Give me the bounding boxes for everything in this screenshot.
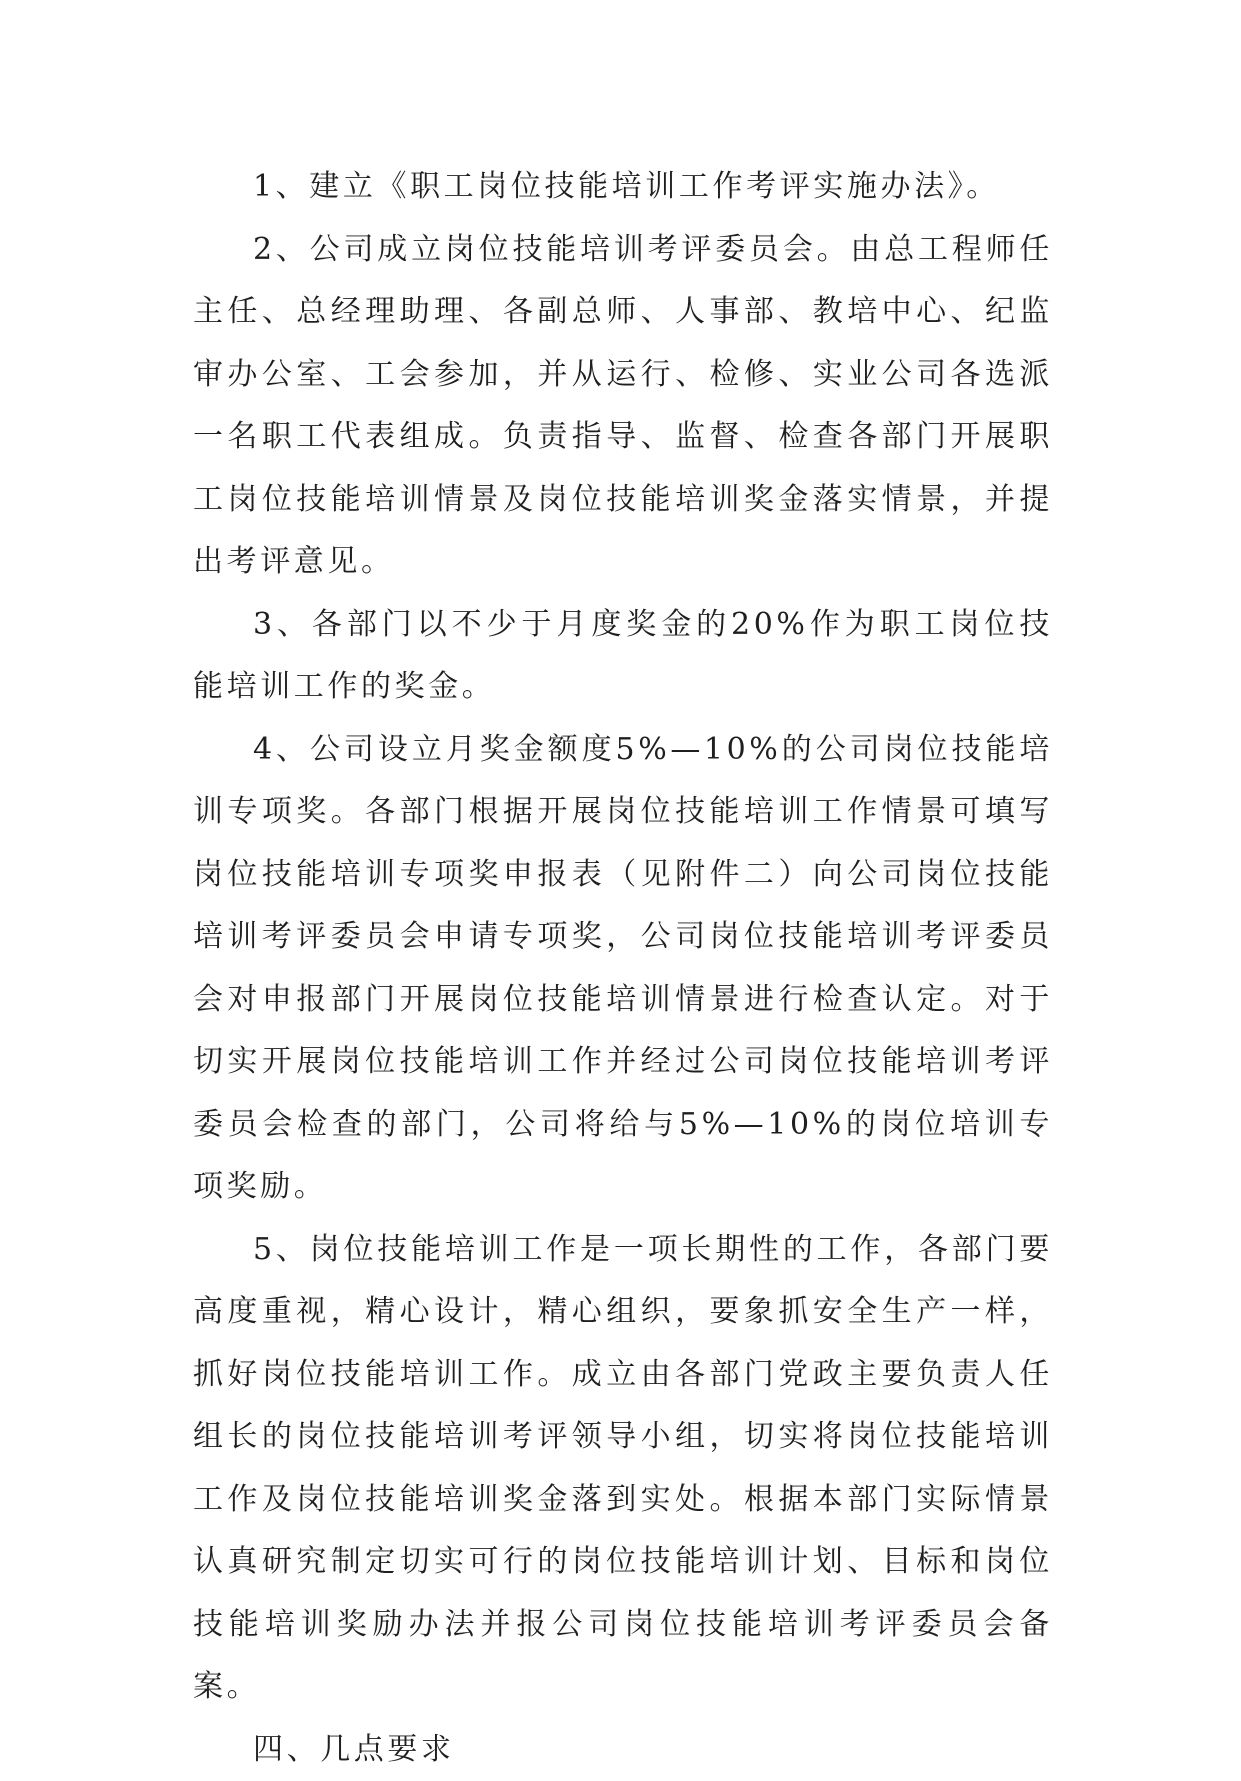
document-body	[193, 156, 1053, 1781]
paragraph-5: 5、岗位技能培训工作是一项长期性的工作，各部门要高度重视，精心设计，精心组织，要象抓安全生产一样，抓好岗位技能培训工作。成立由各部门党政主要负责人任组长的岗位技能培训考评领导小组，切实将岗位技能培训工作及岗位技能培训奖金落到实处。根据本部门实际情景认真研究制定切实可行的岗位技能培训计划、目标和岗位技能培训奖励办法并报公司岗位技能培训考评委员会备案。	[193, 1219, 1053, 1719]
paragraph-1: 1、建立《职工岗位技能培训工作考评实施办法》。	[193, 156, 1053, 219]
paragraph-3: 3、各部门以不少于月度奖金的20%作为职工岗位技能培训工作的奖金。	[193, 594, 1053, 719]
paragraph-4: 4、公司设立月奖金额度5%—10%的公司岗位技能培训专项奖。各部门根据开展岗位技能培训工作情景可填写岗位技能培训专项奖申报表（见附件二）向公司岗位技能培训考评委员会申请专项奖，公司岗位技能培训考评委员会对申报部门开展岗位技能培训情景进行检查认定。对于切实开展岗位技能培训工作并经过公司岗位技能培训考评委员会检查的部门，公司将给与5%—10%的岗位培训专项奖励。	[193, 719, 1053, 1219]
section-heading: 四、几点要求	[193, 1719, 1053, 1781]
paragraph-2: 2、公司成立岗位技能培训考评委员会。由总工程师任主任、总经理助理、各副总师、人事部、教培中心、纪监审办公室、工会参加，并从运行、检修、实业公司各选派一名职工代表组成。负责指导、监督、检查各部门开展职工岗位技能培训情景及岗位技能培训奖金落实情景，并提出考评意见。	[193, 219, 1053, 594]
